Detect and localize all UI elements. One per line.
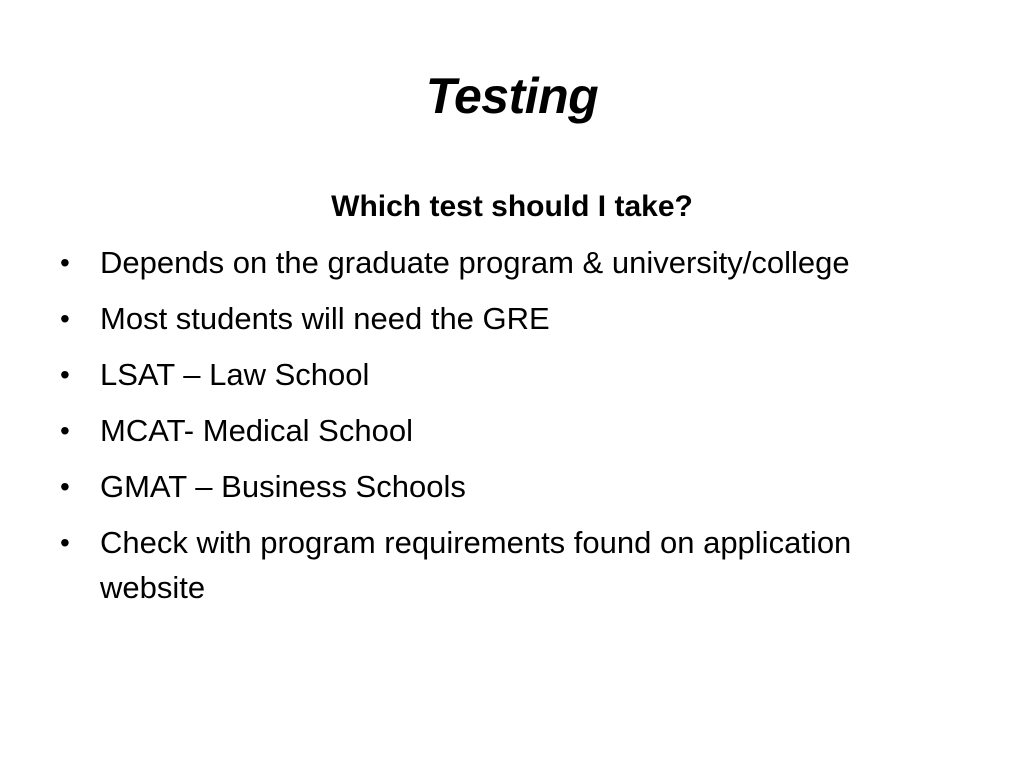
slide-subheading: Which test should I take? <box>331 190 693 223</box>
bullet-text: GMAT – Business Schools <box>100 469 466 504</box>
bullet-icon: • <box>60 359 70 390</box>
bullet-list <box>56 240 956 621</box>
bullet-item <box>56 520 956 610</box>
bullet-icon: • <box>60 415 70 446</box>
bullet-text: Check with program requirements found on application website <box>100 525 852 605</box>
bullet-icon: • <box>60 527 70 558</box>
bullet-item <box>56 352 956 397</box>
bullet-item <box>56 240 956 285</box>
bullet-text: MCAT- Medical School <box>100 413 413 448</box>
bullet-text: LSAT – Law School <box>100 357 370 392</box>
bullet-icon: • <box>60 247 70 278</box>
bullet-item <box>56 464 956 509</box>
bullet-item <box>56 408 956 453</box>
bullet-icon: • <box>60 471 70 502</box>
bullet-text: Most students will need the GRE <box>100 301 550 336</box>
bullet-icon: • <box>60 303 70 334</box>
bullet-text: Depends on the graduate program & university/college <box>100 245 850 280</box>
bullet-item <box>56 296 956 341</box>
slide-title: Testing <box>425 68 599 124</box>
